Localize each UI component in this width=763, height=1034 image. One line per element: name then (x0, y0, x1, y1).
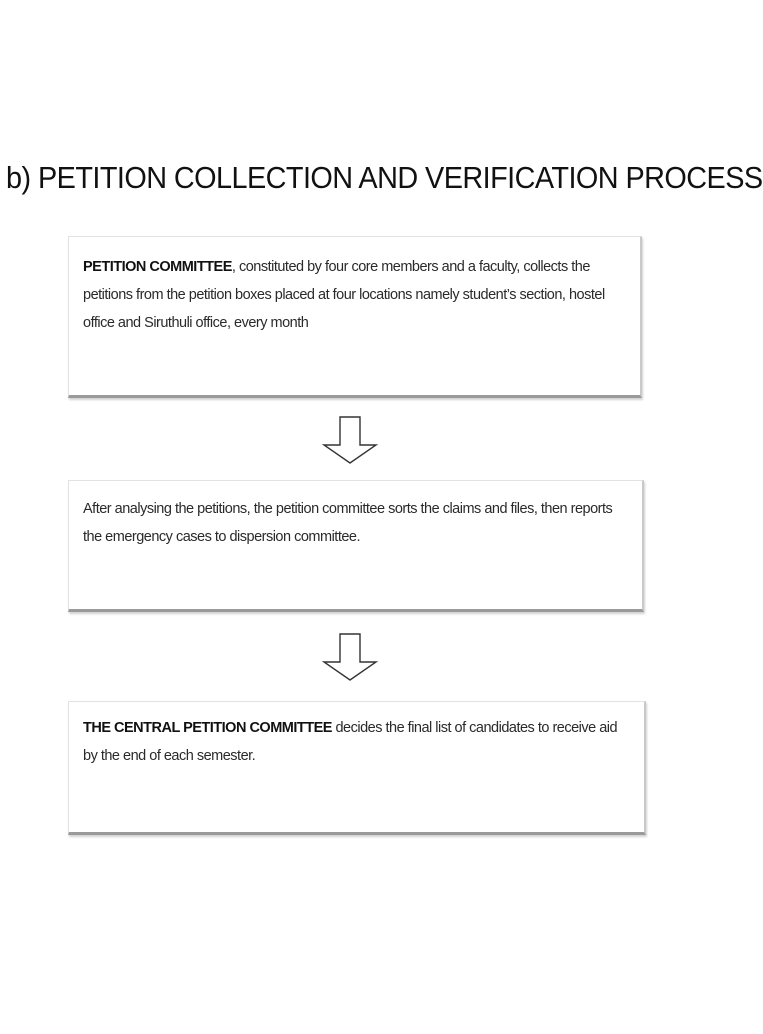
step-box-3 (68, 701, 646, 835)
down-arrow-icon (320, 415, 380, 465)
step-body-2: After analysing the petitions, the petition committee sorts the claims and files, then reports the emergency cases to dispersion committee. (83, 501, 613, 545)
step-lead-1: PETITION COMMITTEE (83, 259, 232, 275)
step-text-2 (83, 495, 628, 551)
step-lead-3: THE CENTRAL PETITION COMMITTEE (83, 720, 332, 736)
step-body-1: , constituted by four core members and a faculty, collects the petitions from the petition boxes placed at four locations namely student’s section, hostel office and Siruthuli office, every month (83, 259, 605, 331)
step-box-2 (68, 480, 644, 612)
step-text-1 (83, 253, 626, 337)
diagram-title: b) PETITION COLLECTION AND VERIFICATION PROCESS (6, 160, 763, 195)
step-text-3 (83, 714, 630, 770)
step-box-1 (68, 236, 642, 398)
down-arrow-icon (320, 632, 380, 682)
step-body-3: decides the final list of candidates to receive aid by the end of each semester. (83, 720, 618, 764)
